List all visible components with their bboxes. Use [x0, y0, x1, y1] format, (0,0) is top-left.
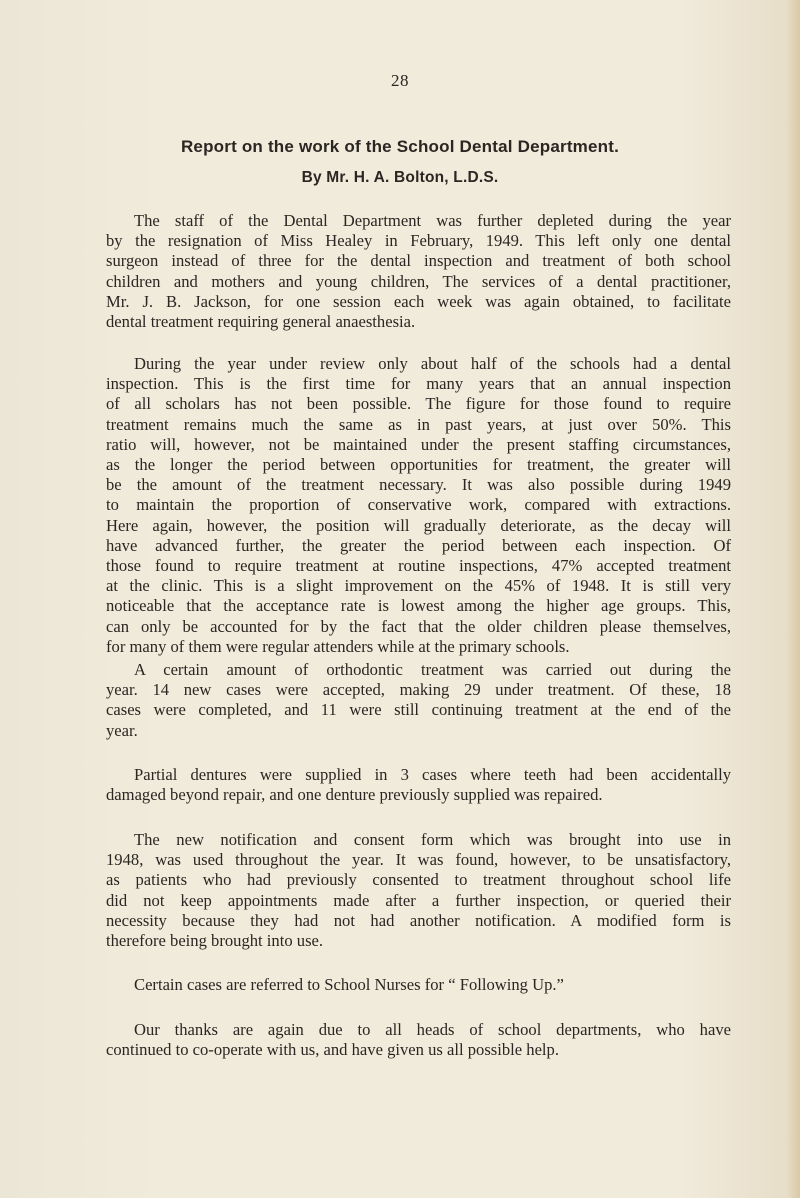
paragraph-orthodontic	[106, 660, 731, 741]
text-line: damaged beyond repair, and one denture previously supplied was repaired.	[106, 785, 603, 805]
text-line: Partial dentures were supplied in 3 cases where teeth had been accidentally	[134, 765, 731, 784]
text-line: The new notification and consent form which was brought into use in	[134, 830, 731, 849]
paragraph-following-up	[106, 975, 731, 995]
text-line: year. 14 new cases were accepted, making 29 under treatment. Of these, 18	[106, 680, 731, 700]
paragraph-inspection	[106, 354, 731, 657]
text-line: necessity because they had not had another notification. A modified form is	[106, 910, 731, 930]
text-line: noticeable that the acceptance rate is lowest among the higher age groups. This,	[106, 596, 731, 616]
text-line: Mr. J. B. Jackson, for one session each week was again obtained, to facilitate	[106, 291, 731, 311]
text-line: Here again, however, the position will gradually deteriorate, as the decay will	[106, 515, 731, 535]
text-line: did not keep appointments made after a further inspection, or queried their	[106, 890, 731, 910]
text-line: inspection. This is the first time for many years that an annual inspection	[106, 374, 731, 394]
text-line: therefore being brought into use.	[106, 931, 324, 951]
paragraph-dentures	[106, 765, 731, 805]
text-line: dental treatment requiring general anaesthesia.	[106, 312, 416, 332]
text-line: continued to co-operate with us, and have given us all possible help.	[106, 1040, 559, 1060]
paragraph-consent-form	[106, 830, 731, 951]
paragraph-thanks	[106, 1020, 731, 1060]
text-line: The staff of the Dental Department was further depleted during the year	[134, 211, 731, 230]
paragraph-staffing	[106, 211, 731, 332]
text-line: those found to require treatment at routine inspections, 47% accepted treatment	[106, 556, 731, 576]
text-line: treatment remains much the same as in past years, at just over 50%. This	[106, 414, 731, 434]
text-line: for many of them were regular attenders while at the primary schools.	[106, 636, 570, 656]
report-author: By Mr. H. A. Bolton, L.D.S.	[301, 169, 499, 186]
text-line: cases were completed, and 11 were still continuing treatment at the end of the	[106, 700, 731, 720]
text-line: by the resignation of Miss Healey in February, 1949. This left only one dental	[106, 231, 731, 251]
text-line: ratio will, however, not be maintained under the present staffing circumstances,	[106, 434, 731, 454]
text-line: of all scholars has not been possible. The figure for those found to require	[106, 394, 731, 414]
text-line: year.	[106, 720, 138, 740]
text-line: Certain cases are referred to School Nurses for “ Following Up.”	[134, 975, 564, 994]
text-line: be the amount of the treatment necessary. It was also possible during 1949	[106, 475, 731, 495]
text-line: as the longer the period between opportunities for treatment, the greater will	[106, 455, 731, 475]
text-line: During the year under review only about half of the schools had a dental	[134, 354, 731, 373]
text-line: A certain amount of orthodontic treatment was carried out during the	[134, 660, 731, 679]
text-line: to maintain the proportion of conservative work, compared with extractions.	[106, 495, 731, 515]
text-line: children and mothers and young children, The services of a dental practitioner,	[106, 271, 731, 291]
report-title: Report on the work of the School Dental Department.	[180, 137, 620, 156]
text-line: at the clinic. This is a slight improvement on the 45% of 1948. It is still very	[106, 576, 731, 596]
text-line: surgeon instead of three for the dental inspection and treatment of both school	[106, 251, 731, 271]
text-line: Our thanks are again due to all heads of school departments, who have	[134, 1020, 731, 1039]
text-line: 1948, was used throughout the year. It was found, however, to be unsatisfactory,	[106, 850, 731, 870]
text-line: as patients who had previously consented to treatment throughout school life	[106, 870, 731, 890]
page-number: 28	[391, 71, 409, 90]
text-line: can only be accounted for by the fact that the older children please themselves,	[106, 616, 731, 636]
text-line: have advanced further, the greater the period between each inspection. Of	[106, 535, 731, 555]
